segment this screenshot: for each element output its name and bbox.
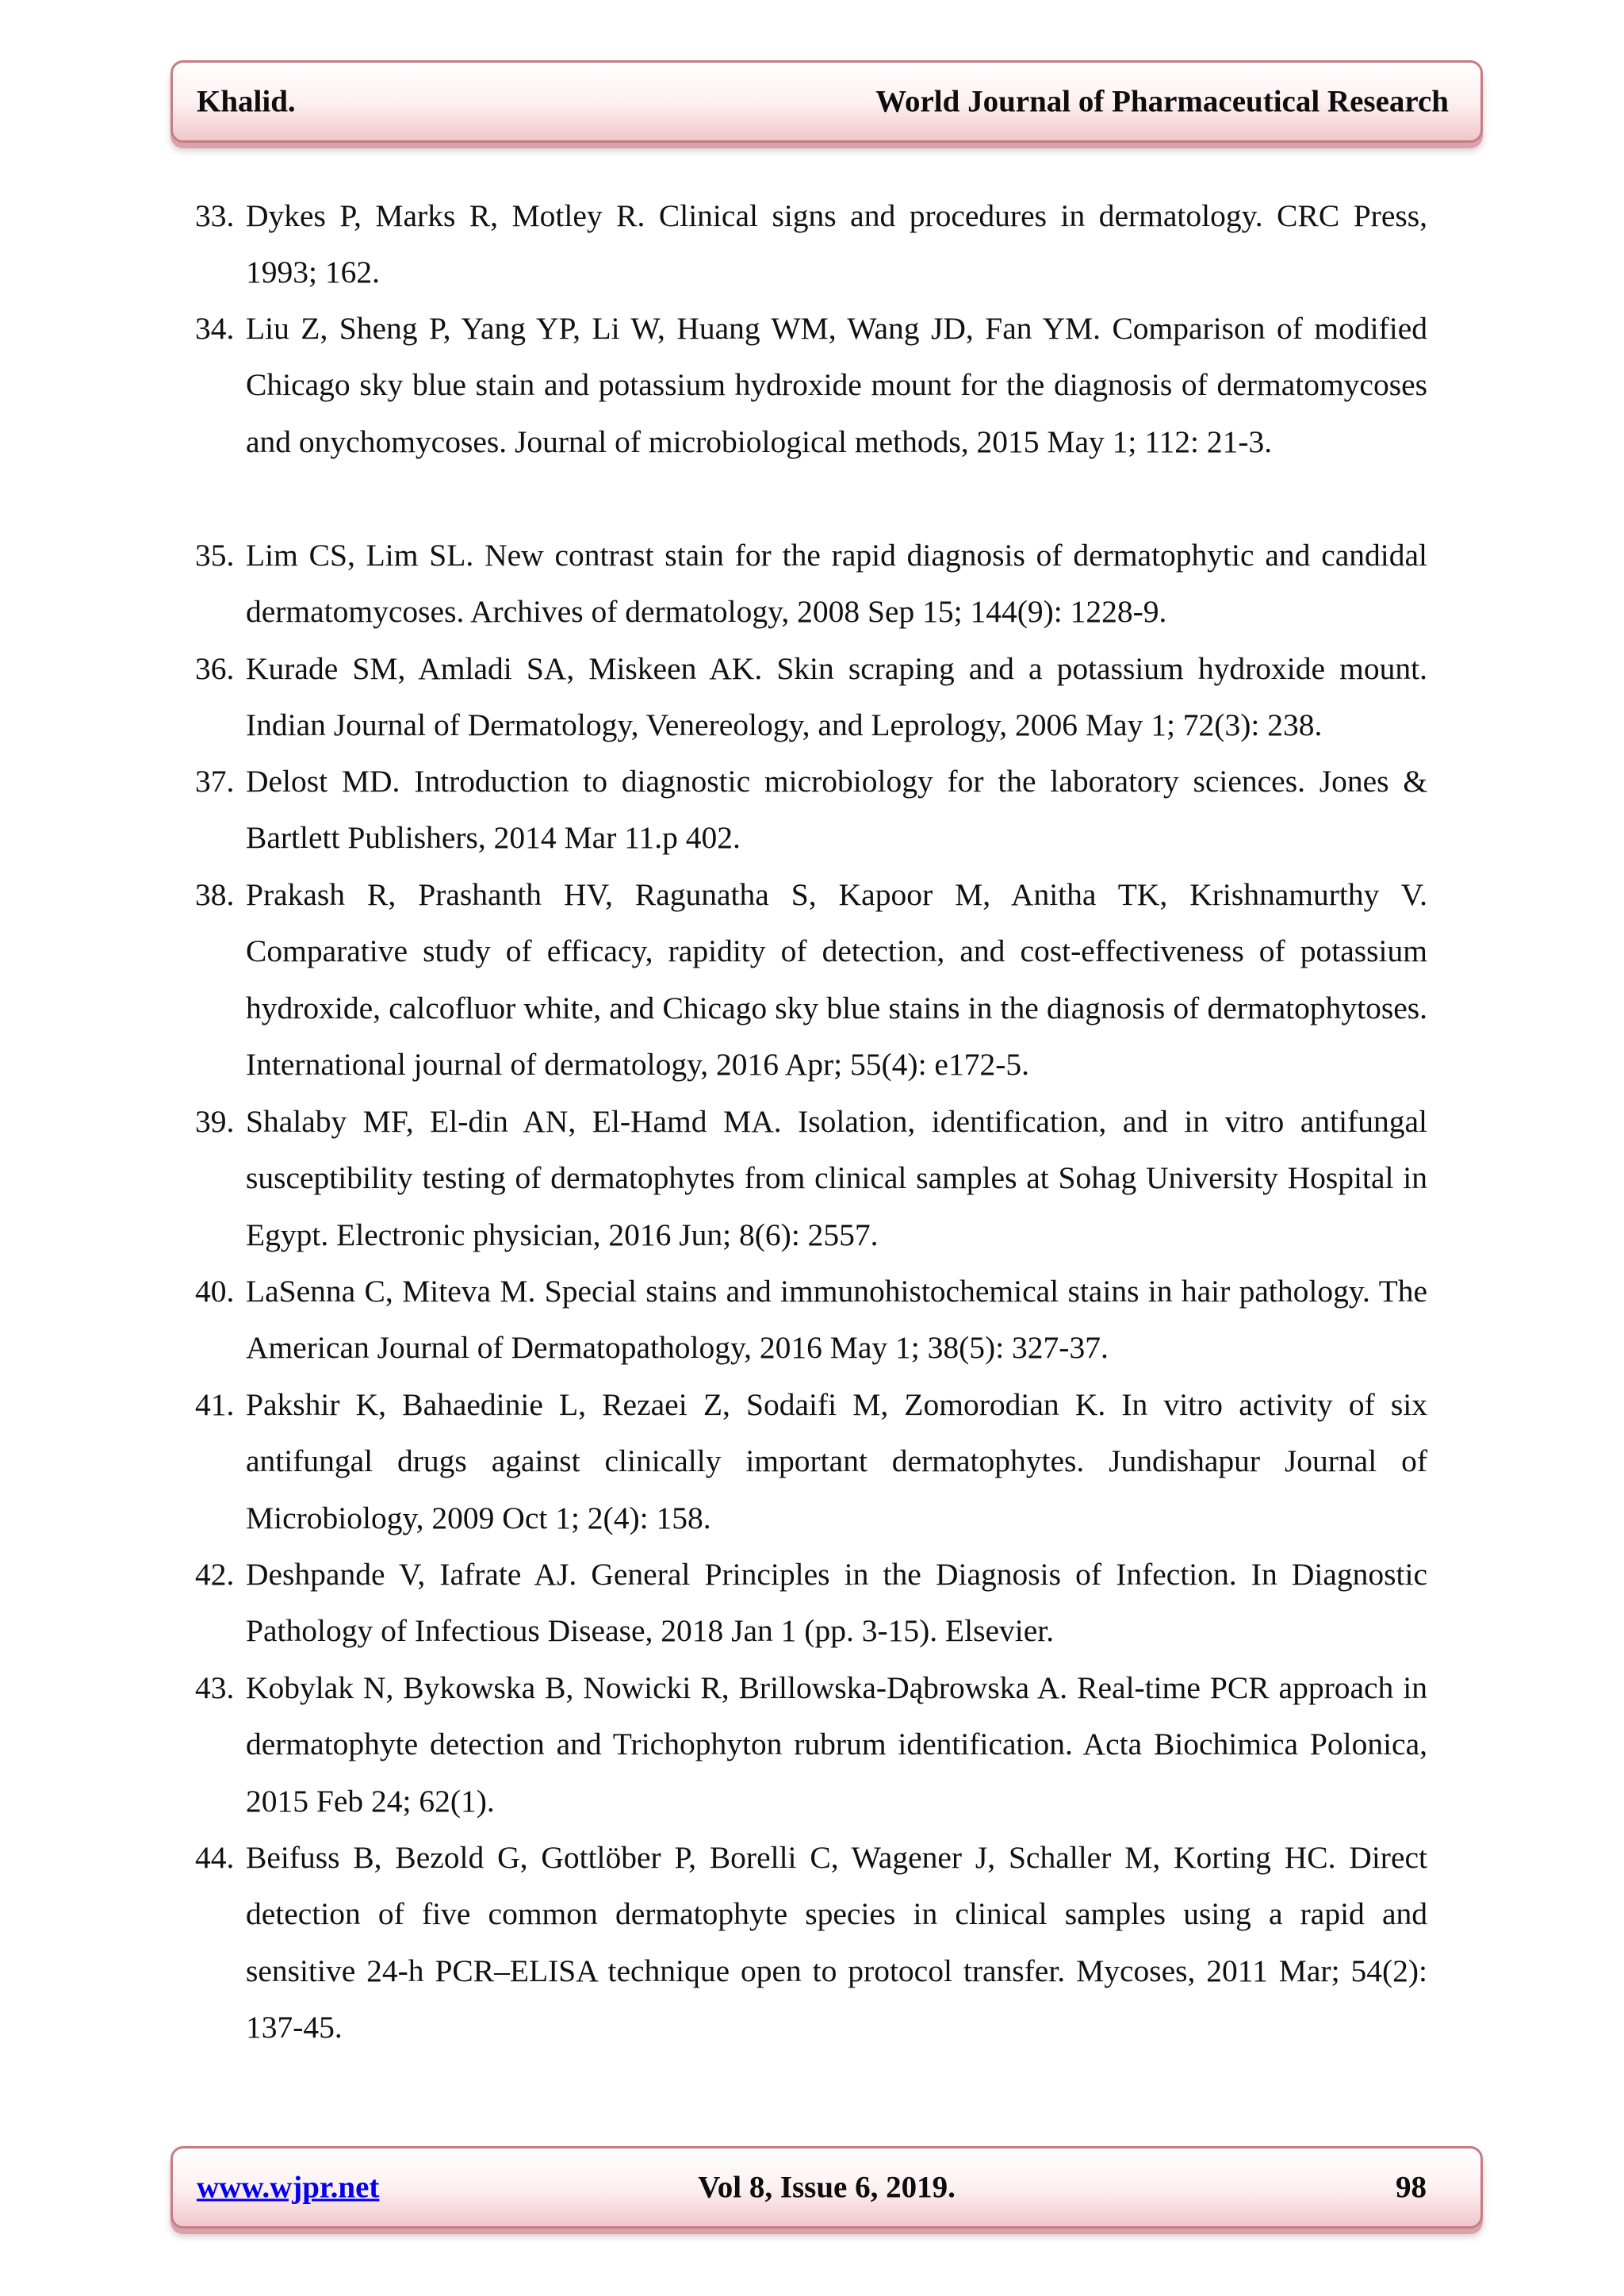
reference-text: LaSenna C, Miteva M. Special stains and immunohistochemical stains in hair pathology. The American Journal of Dermatopathology, 2016 May 1; 38(5): 327-37. — [246, 1274, 1427, 1366]
reference-number: 39. — [195, 1104, 235, 1139]
header-journal-title: World Journal of Pharmaceutical Research — [875, 84, 1449, 119]
reference-number: 41. — [195, 1387, 235, 1422]
reference-number: 44. — [195, 1840, 235, 1875]
reference-text: Shalaby MF, El-din AN, El-Hamd MA. Isolation, identification, and in vitro antifungal susceptibility testing of dermatophytes from clinical samples at Sohag University Hospital in Egypt. Electronic physician, 2016 Jun; 8(6): 2557. — [246, 1104, 1427, 1252]
reference-text: Delost MD. Introduction to diagnostic microbiology for the laboratory sciences. Jones & Bartlett Publishers, 2014 Mar 11.p 402. — [246, 764, 1427, 856]
reference-number: 34. — [195, 311, 235, 346]
header-author: Khalid. — [197, 84, 296, 119]
reference-text: Prakash R, Prashanth HV, Ragunatha S, Kapoor M, Anitha TK, Krishnamurthy V. Comparative study of efficacy, rapidity of detection, and cost-effectiveness of potassium hydroxide, calcofluor white, and Chicago sky blue stains in the diagnosis of dermatophytoses. International journal of dermatology, 2016 Apr; 55(4): e172-5. — [246, 877, 1427, 1082]
reference-text: Kobylak N, Bykowska B, Nowicki R, Brillowska-Dąbrowska A. Real-time PCR approach in dermatophyte detection and Trichophyton rubrum identification. Acta Biochimica Polonica, 2015 Feb 24; 62(1). — [246, 1670, 1427, 1819]
page-footer — [170, 2146, 1483, 2229]
reference-number: 33. — [195, 198, 235, 233]
footer-issue-info: Vol 8, Issue 6, 2019. — [698, 2170, 956, 2205]
reference-text: Beifuss B, Bezold G, Gottlöber P, Borelli C, Wagener J, Schaller M, Korting HC. Direct detection of five common dermatophyte species in clinical samples using a rapid and sensitive 24-h PCR–ELISA technique open to protocol transfer. Mycoses, 2011 Mar; 54(2): 137-45. — [246, 1840, 1427, 2045]
footer-page-number: 98 — [1396, 2170, 1427, 2205]
reference-text: Deshpande V, Iafrate AJ. General Principles in the Diagnosis of Infection. In Diagnostic Pathology of Infectious Disease, 2018 Jan 1 (pp. 3-15). Elsevier. — [246, 1557, 1427, 1649]
reference-text: Lim CS, Lim SL. New contrast stain for the rapid diagnosis of dermatophytic and candidal dermatomycoses. Archives of dermatology, 2008 Sep 15; 144(9): 1228-9. — [246, 538, 1427, 630]
reference-number: 35. — [195, 538, 235, 573]
reference-text: Dykes P, Marks R, Motley R. Clinical signs and procedures in dermatology. CRC Press, 1993; 162. — [246, 198, 1427, 290]
reference-text: Liu Z, Sheng P, Yang YP, Li W, Huang WM, Wang JD, Fan YM. Comparison of modified Chicago sky blue stain and potassium hydroxide mount for the diagnosis of dermatomycoses and onychomycoses. Journal of microbiological methods, 2015 May 1; 112: 21-3. — [246, 311, 1427, 459]
reference-number: 37. — [195, 764, 235, 799]
reference-number: 42. — [195, 1557, 235, 1592]
reference-text: Kurade SM, Amladi SA, Miskeen AK. Skin scraping and a potassium hydroxide mount. Indian Journal of Dermatology, Venereology, and Leprology, 2006 May 1; 72(3): 238. — [246, 651, 1427, 743]
reference-number: 40. — [195, 1274, 235, 1309]
reference-number: 36. — [195, 651, 235, 686]
reference-number: 38. — [195, 877, 235, 912]
reference-number: 43. — [195, 1670, 235, 1705]
reference-text: Pakshir K, Bahaedinie L, Rezaei Z, Sodaifi M, Zomorodian K. In vitro activity of six antifungal drugs against clinically important dermatophytes. Jundishapur Journal of Microbiology, 2009 Oct 1; 2(4): 158. — [246, 1387, 1427, 1535]
page-header — [170, 60, 1483, 143]
footer-website-link[interactable]: www.wjpr.net — [197, 2170, 380, 2205]
